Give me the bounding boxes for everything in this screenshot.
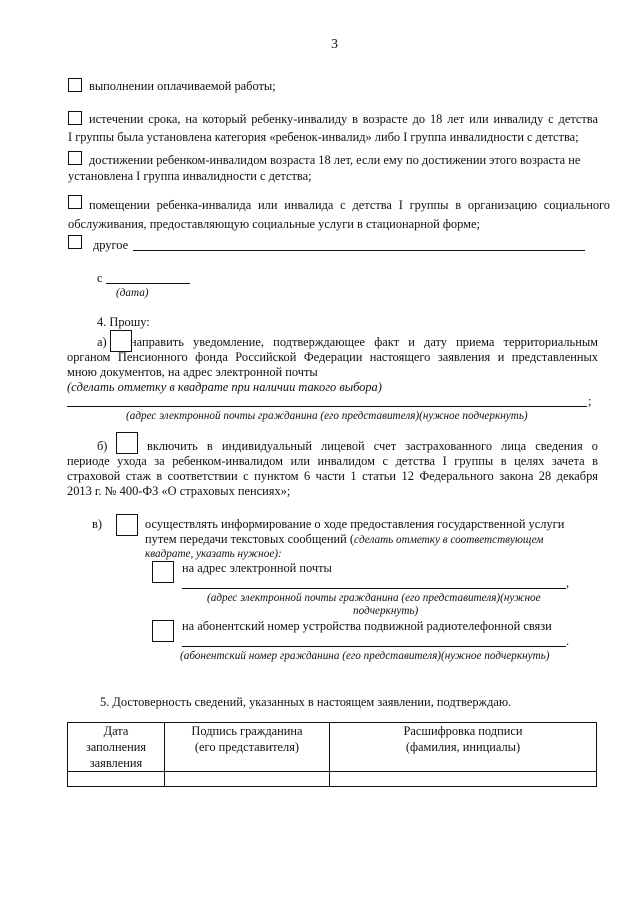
header-date-line2: заполнения xyxy=(85,740,147,754)
option-term-expiry-line1: истечении срока, на который ребенку-инвалиду в возрасте до 18 лет или инвалиду с детства xyxy=(89,112,598,126)
option-age-18-line2: установлена I группа инвалидности с детства; xyxy=(68,169,312,183)
checkbox-age-18[interactable] xyxy=(68,151,82,165)
header-decoding xyxy=(330,723,597,772)
request-c-line1: осуществлять информирование о ходе предоставления государственной услуги xyxy=(145,517,565,531)
info-email-input-line[interactable] xyxy=(182,588,566,589)
option-age-18-line1: достижении ребенком-инвалидом возраста 18 лет, если ему по достижении этого возраста не xyxy=(89,153,581,167)
info-email-label: на адрес электронной почты xyxy=(182,561,332,575)
option-paid-work-text: выполнении оплачиваемой работы; xyxy=(89,79,276,93)
cell-date[interactable] xyxy=(68,772,165,787)
other-input-line[interactable] xyxy=(133,250,585,251)
info-phone-line-end: . xyxy=(566,634,570,648)
signature-table xyxy=(67,722,597,787)
option-other-label: другое xyxy=(93,238,129,252)
request-a-caption: (адрес электронной почты гражданина (его представителя)(нужное подчеркнуть) xyxy=(126,410,528,422)
header-date xyxy=(68,723,165,772)
info-email-line-end: , xyxy=(566,576,570,590)
request-c-line2-italic: сделать отметку в соответствующем xyxy=(354,534,544,546)
request-b-line1: включить в индивидуальный лицевой счет застрахованного лица сведения о xyxy=(147,439,598,453)
header-decoding-line1: Расшифровка подписи xyxy=(403,724,523,738)
cell-decoding[interactable] xyxy=(330,772,597,787)
info-email-caption-line1: (адрес электронной почты гражданина (его представителя)(нужное xyxy=(207,592,541,604)
date-prefix: с xyxy=(97,271,103,285)
info-phone-caption: (абонентский номер гражданина (его представителя)(нужное подчеркнуть) xyxy=(180,650,550,662)
request-c-letter: в) xyxy=(92,517,102,531)
checkbox-other[interactable] xyxy=(68,235,82,249)
info-phone-label: на абонентский номер устройства подвижной радиотелефонной связи xyxy=(182,619,552,633)
date-caption: (дата) xyxy=(116,287,149,299)
date-input-line[interactable] xyxy=(106,283,190,284)
request-a-letter: а) xyxy=(97,335,107,349)
request-a-line3: мною документов, на адрес электронной почты xyxy=(67,365,318,379)
checkbox-term-expiry[interactable] xyxy=(68,111,82,125)
checkbox-placement[interactable] xyxy=(68,195,82,209)
header-signature-line2: (его представителя) xyxy=(194,740,300,754)
header-signature-line1: Подпись гражданина xyxy=(191,724,303,738)
header-date-line3: заявления xyxy=(89,756,143,770)
header-decoding-line2: (фамилия, инициалы) xyxy=(405,740,521,754)
checkbox-info-phone[interactable] xyxy=(152,620,174,642)
option-placement-line2: обслуживания, предоставляющую социальные услуги в стационарной форме; xyxy=(68,217,480,231)
request-a-email-line[interactable] xyxy=(67,406,587,407)
page-number: 3 xyxy=(331,37,338,52)
request-b-line2: периоде ухода за ребенком-инвалидом или инвалидом с детства I группы в целях зачета в xyxy=(67,454,598,468)
checkbox-info-email[interactable] xyxy=(152,561,174,583)
header-signature xyxy=(165,723,330,772)
request-a-line1: направить уведомление, подтверждающее факт и дату приема территориальным xyxy=(130,335,598,349)
checkbox-paid-work[interactable] xyxy=(68,78,82,92)
confirmation-text: 5. Достоверность сведений, указанных в настоящем заявлении, подтверждаю. xyxy=(100,695,512,709)
request-b-line3: страховой стаж в соответствии с пунктом 6 части 1 статьи 12 Федерального закона 28 декабря xyxy=(67,469,598,483)
request-c-line2-plain: путем передачи текстовых сообщений ( xyxy=(145,532,355,546)
request-b-letter: б) xyxy=(97,439,108,453)
request-a-line2: органом Пенсионного фонда Российской Федерации настоящего заявления и представленных xyxy=(67,350,598,364)
info-email-caption-line2: подчеркнуть) xyxy=(353,605,419,617)
request-a-note: (сделать отметку в квадрате при наличии такого выбора) xyxy=(67,380,382,394)
option-term-expiry-line2: I группы была установлена категория «ребенок-инвалид» либо I группа инвалидности с детства; xyxy=(68,130,579,144)
request-b-line4: 2013 г. № 400-ФЗ «О страховых пенсиях»; xyxy=(67,484,291,498)
cell-signature[interactable] xyxy=(165,772,330,787)
info-phone-input-line[interactable] xyxy=(182,646,566,647)
checkbox-request-c[interactable] xyxy=(116,514,138,536)
header-date-line1: Дата xyxy=(103,724,129,738)
checkbox-request-b[interactable] xyxy=(116,432,138,454)
signature-table-row xyxy=(68,772,597,787)
request-a-line-end: ; xyxy=(588,394,592,408)
request-c-line3: квадрате, указать нужное): xyxy=(145,548,282,560)
option-placement-line1: помещении ребенка-инвалида или инвалида с детства I группы в организацию социального xyxy=(89,198,610,212)
request-heading: 4. Прошу: xyxy=(97,315,150,329)
signature-table-header xyxy=(68,723,597,772)
